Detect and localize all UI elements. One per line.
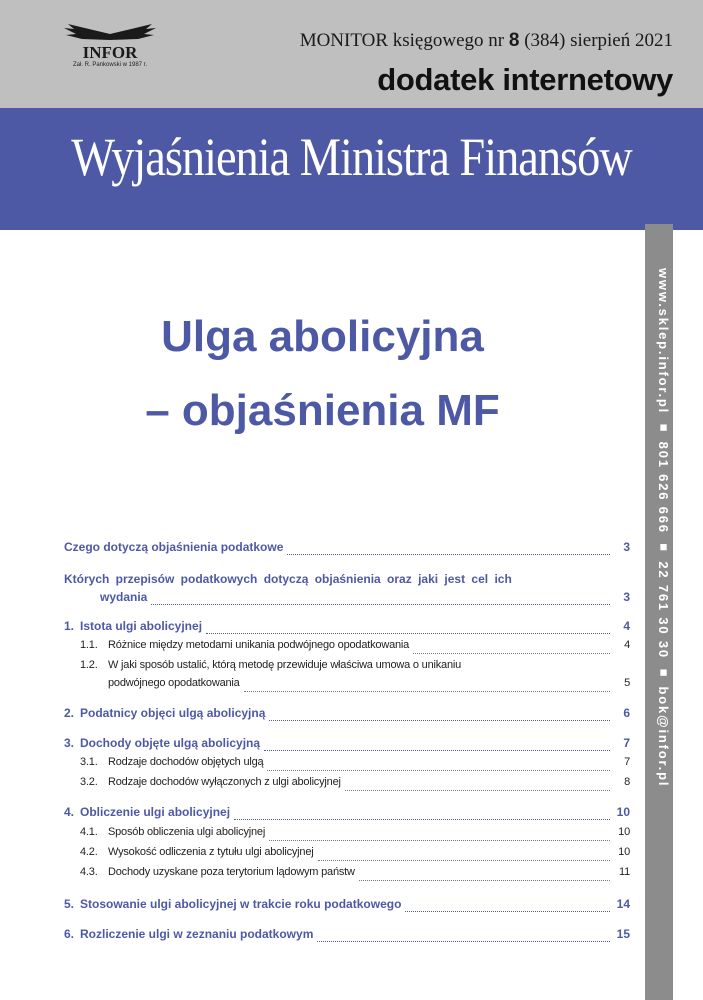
toc-entry-number: 3.1. (80, 756, 98, 768)
toc-entry-label: Stosowanie ulgi abolicyjnej w trakcie roku podatkowego (80, 897, 402, 911)
issue-nr-label: nr (488, 30, 505, 51)
toc-leader (206, 633, 610, 634)
toc-entry-label: Podatnicy objęci ulgą abolicyjną (80, 706, 266, 720)
toc-entry-label: Sposób obliczenia ulgi abolicyjnej (108, 826, 266, 838)
toc-entry[interactable] (64, 805, 630, 823)
toc-page-number: 7 (624, 756, 630, 768)
toc-page-number: 10 (618, 846, 630, 858)
toc-entry[interactable] (64, 590, 630, 608)
toc-leader (269, 840, 610, 841)
toc-entry-label: Czego dotyczą objaśnienia podatkowe (64, 540, 284, 554)
toc-page-number: 4 (623, 619, 630, 633)
toc-entry-label-line1: W jaki sposób ustalić, którą metodę przewiduje właściwa umowa o unikaniu (108, 659, 462, 671)
main-title-line2: – objaśnienia MF (145, 386, 500, 435)
toc-entry-label: Dochody uzyskane poza terytorium lądowym państw (108, 866, 355, 878)
toc-leader (244, 691, 610, 692)
toc-entry-number: 3.2. (80, 776, 98, 788)
toc-entry-label: Wysokość odliczenia z tytułu ulgi abolicyjnej (108, 846, 314, 858)
toc-entry-number: 4. (64, 805, 75, 819)
toc-leader (234, 819, 610, 820)
toc-entry[interactable] (64, 927, 630, 945)
toc-leader (269, 720, 610, 721)
toc-entry[interactable] (64, 897, 630, 915)
toc-leader (267, 770, 610, 771)
toc-entry-number: 3. (64, 736, 75, 750)
toc-page-number: 10 (616, 805, 630, 819)
toc-entry-label: Obliczenie ulgi abolicyjnej (80, 805, 231, 819)
logo-wordmark: INFOR (82, 43, 138, 62)
toc-leader (151, 604, 610, 605)
toc-entry-label: podwójnego opodatkowania (108, 677, 240, 689)
main-title-line1: Ulga abolicyjna (161, 312, 484, 361)
toc-page-number: 7 (623, 736, 630, 750)
toc-page-number: 5 (624, 677, 630, 689)
toc-leader (317, 941, 610, 942)
toc-leader (359, 880, 610, 881)
toc-entry-label: Rozliczenie ulgi w zeznaniu podatkowym (80, 927, 314, 941)
toc-page-number: 11 (618, 866, 630, 878)
toc-entry[interactable] (64, 540, 630, 558)
side-contact-info: www.sklep.infor.pl ■ 801 626 666 ■ 22 761 30 30 ■ bok@infor.pl (656, 268, 671, 788)
toc-leader (345, 790, 610, 791)
toc-entry-number: 6. (64, 927, 75, 941)
toc-page-number: 3 (623, 540, 630, 554)
toc-subentry[interactable] (64, 677, 630, 695)
publication-name: MONITOR księgowego (299, 30, 484, 51)
logo-tagline: Zał. R. Pankowski w 1987 r. (72, 62, 148, 68)
toc-leader (264, 750, 610, 751)
issue-number: 8 (508, 30, 520, 51)
toc-leader (318, 860, 610, 861)
toc-page-number: 8 (624, 776, 630, 788)
toc-page-number: 6 (623, 706, 630, 720)
series-title: Wyjaśnienia Ministra Finansów (71, 127, 632, 187)
toc-subentry[interactable] (64, 639, 630, 657)
issue-date: (384) sierpień 2021 (524, 30, 673, 51)
toc-entry-number: 1.1. (80, 639, 98, 651)
toc-page-number: 10 (618, 826, 630, 838)
toc-subentry[interactable] (64, 756, 630, 774)
toc-entry-label: Rodzaje dochodów objętych ulgą (108, 756, 264, 768)
toc-subentry[interactable] (64, 846, 630, 864)
toc-leader (405, 911, 610, 912)
toc-entry-number: 1. (64, 619, 75, 633)
toc-entry-label: Różnice między metodami unikania podwójnego opodatkowania (108, 639, 410, 651)
toc-entry-label: Dochody objęte ulgą abolicyjną (80, 736, 261, 750)
issue-line (300, 30, 673, 52)
toc-page-number: 15 (616, 927, 630, 941)
toc-entry[interactable] (64, 706, 630, 724)
toc-entry-number: 2. (64, 706, 75, 720)
toc-entry-number: 4.2. (80, 846, 98, 858)
toc-page-number: 3 (623, 590, 630, 604)
supplement-label: dodatek internetowy (377, 62, 673, 97)
toc-entry-label-line1: Których przepisów podatkowych dotyczą objaśnienia oraz jaki jest cel ich (64, 572, 512, 586)
toc-subentry-line1 (80, 659, 630, 671)
toc-entry-number: 4.1. (80, 826, 98, 838)
toc-entry-number: 4.3. (80, 866, 98, 878)
toc-subentry[interactable] (64, 826, 630, 844)
toc-leader (287, 554, 610, 555)
toc-page-number: 4 (624, 639, 630, 651)
toc-entry[interactable] (64, 619, 630, 637)
toc-subentry[interactable] (64, 866, 630, 884)
toc-leader (413, 653, 610, 654)
toc-entry[interactable] (64, 736, 630, 754)
toc-entry-label: wydania (100, 590, 148, 604)
toc-subentry[interactable] (64, 776, 630, 794)
toc-entry-label: Rodzaje dochodów wyłączonych z ulgi abolicyjnej (108, 776, 341, 788)
toc-entry-number: 1.2. (80, 659, 98, 671)
toc-entry-number: 5. (64, 897, 75, 911)
toc-entry-label: Istota ulgi abolicyjnej (80, 619, 203, 633)
toc-page-number: 14 (616, 897, 630, 911)
